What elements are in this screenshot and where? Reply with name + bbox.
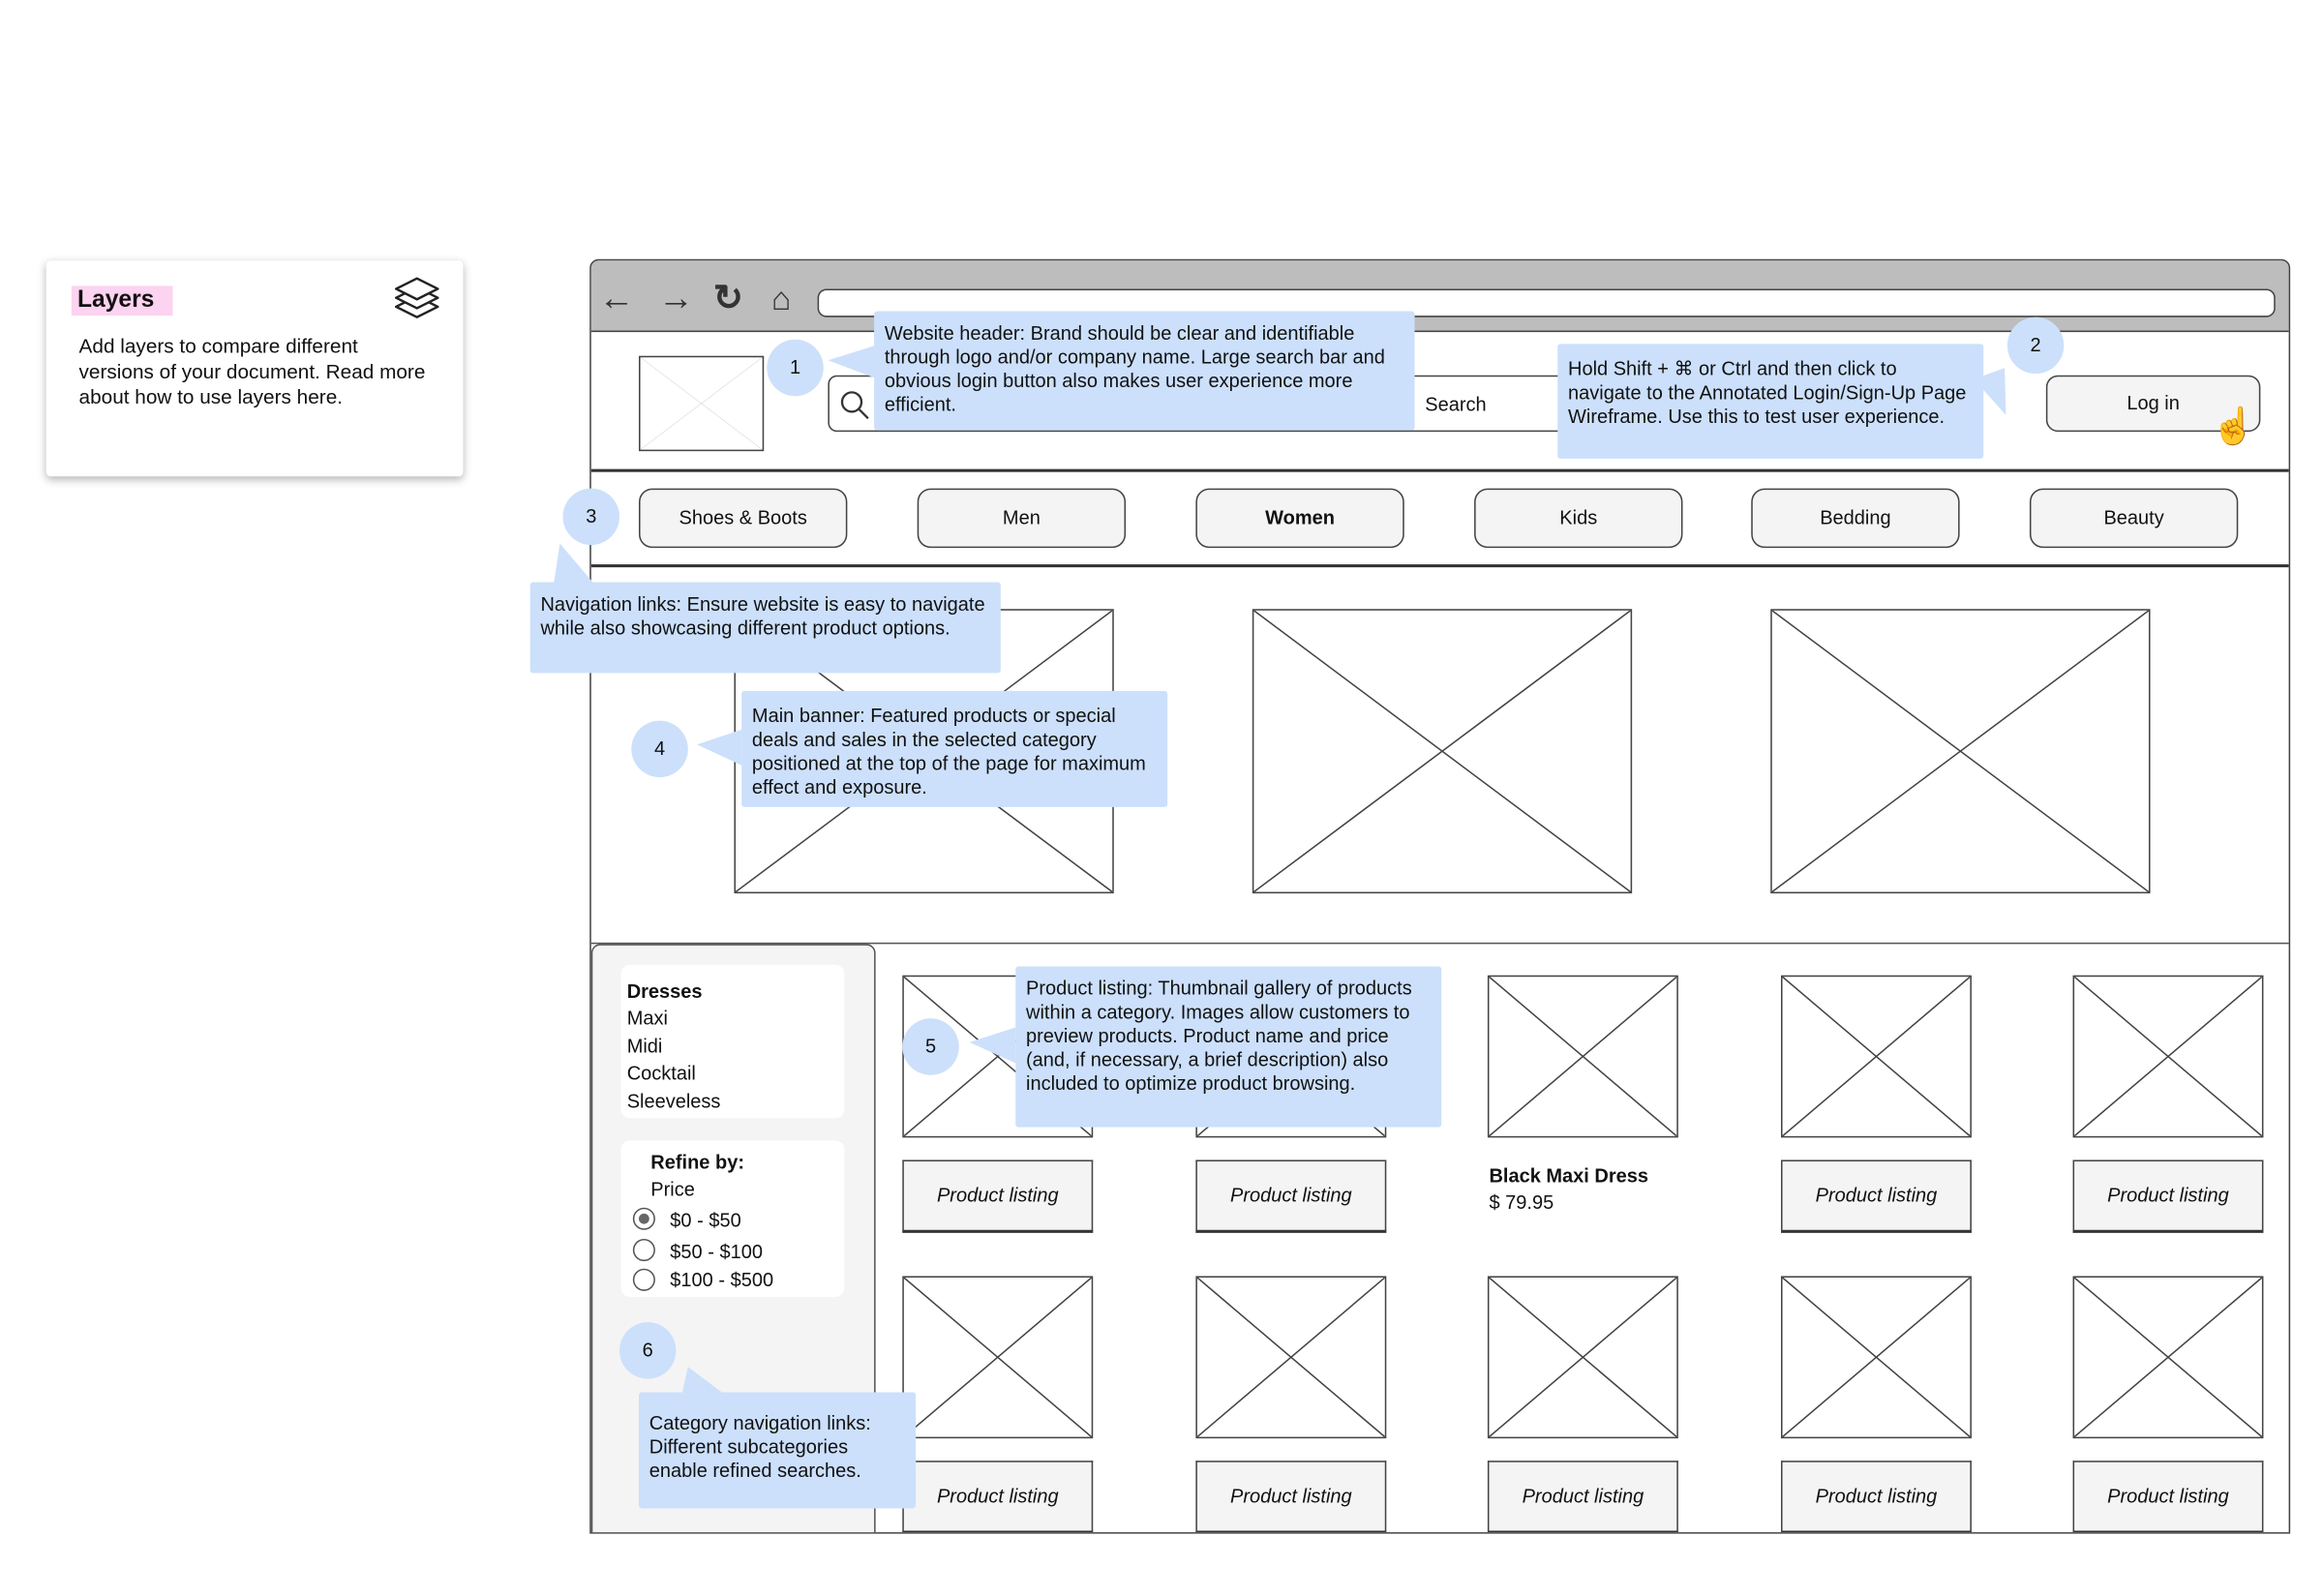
annotation-callout-3: Navigation links: Ensure website is easy to navigate while also showcasing different product options. [530, 583, 1001, 674]
product-thumbnail[interactable] [2073, 1276, 2264, 1438]
product-listing[interactable]: Product listing [1195, 1159, 1386, 1232]
refine-title: Refine by: [650, 1151, 744, 1174]
search-placeholder: Search [1425, 393, 1487, 416]
category-title: Dresses [626, 979, 703, 1003]
price-option-label[interactable]: $0 - $50 [670, 1209, 741, 1232]
callout-tail [682, 1367, 724, 1394]
divider [591, 469, 2289, 472]
annotation-marker-2: 2 [2007, 317, 2064, 374]
divider [591, 564, 2289, 567]
layers-icon[interactable] [393, 277, 440, 321]
product-listing[interactable]: Product listing [1781, 1159, 1972, 1232]
browser-window [589, 259, 2290, 1534]
annotation-callout-2: Hold Shift + ⌘ or Ctrl and then click to navigate to the Annotated Login/Sign-Up Page Wireframe. Use this to test user experience. [1557, 344, 1983, 458]
annotation-marker-1: 1 [767, 340, 823, 396]
product-listing[interactable]: Product listing [2073, 1159, 2264, 1232]
price-radio[interactable] [633, 1239, 655, 1261]
reload-icon[interactable]: ↻ [712, 278, 743, 319]
product-listing[interactable]: Product listing [902, 1159, 1093, 1232]
product-listing[interactable]: Product listing [1195, 1460, 1386, 1533]
product-thumbnail[interactable] [1488, 976, 1678, 1138]
refine-price-label: Price [650, 1177, 695, 1200]
product-listing[interactable]: Product listing [1781, 1460, 1972, 1533]
refine-panel [621, 1140, 845, 1297]
product-price: $ 79.95 [1489, 1190, 1554, 1214]
arrow-left-icon[interactable]: ← [598, 278, 635, 319]
product-thumbnail[interactable] [2073, 976, 2264, 1138]
product-thumbnail[interactable] [1781, 1276, 1972, 1438]
category-list [621, 965, 845, 1118]
price-option-label[interactable]: $50 - $100 [670, 1240, 763, 1263]
product-name[interactable]: Black Maxi Dress [1489, 1164, 1649, 1188]
category-link[interactable]: Sleeveless [626, 1090, 721, 1113]
product-thumbnail[interactable] [1488, 1276, 1678, 1438]
callout-tail [970, 1028, 1016, 1064]
layers-title: Layers [72, 286, 172, 316]
nav-bedding[interactable]: Bedding [1751, 489, 1959, 549]
annotation-marker-3: 3 [563, 489, 619, 545]
annotation-marker-4: 4 [631, 721, 687, 777]
login-button[interactable]: Log in [2046, 376, 2261, 432]
search-icon [838, 389, 871, 422]
product-listing[interactable]: Product listing [902, 1460, 1093, 1533]
product-thumbnail[interactable] [1781, 976, 1972, 1138]
category-link[interactable]: Cocktail [626, 1061, 696, 1084]
nav-women[interactable]: Women [1195, 489, 1403, 549]
banner-image[interactable] [1252, 609, 1632, 893]
product-listing[interactable]: Product listing [1488, 1460, 1678, 1533]
layers-description[interactable]: Add layers to compare different versions of your document. Read more about how to use layers here. [78, 335, 426, 408]
product-listing[interactable]: Product listing [2073, 1460, 2264, 1533]
banner-image[interactable] [1770, 609, 2150, 893]
nav-beauty[interactable]: Beauty [2030, 489, 2238, 549]
callout-tail [697, 730, 741, 766]
nav-kids[interactable]: Kids [1474, 489, 1682, 549]
callout-tail [828, 346, 875, 378]
annotation-callout-6: Category navigation links: Different subcategories enable refined searches. [639, 1392, 916, 1508]
arrow-right-icon[interactable]: → [657, 278, 694, 319]
product-thumbnail[interactable] [1195, 1276, 1386, 1438]
annotation-callout-4: Main banner: Featured products or special deals and sales in the selected category positioned at the top of the page for maximum effect and exposure. [741, 691, 1167, 807]
nav-shoes-boots[interactable]: Shoes & Boots [639, 489, 847, 549]
nav-men[interactable]: Men [918, 489, 1126, 549]
category-link[interactable]: Midi [626, 1035, 663, 1058]
logo-placeholder [639, 356, 764, 451]
price-option-label[interactable]: $100 - $500 [670, 1268, 774, 1291]
product-thumbnail[interactable] [902, 1276, 1093, 1438]
annotation-marker-5: 5 [902, 1018, 958, 1074]
home-icon[interactable]: ⌂ [770, 280, 792, 317]
price-radio[interactable] [633, 1269, 655, 1291]
annotation-callout-1: Website header: Brand should be clear and identifiable through logo and/or company name. Large search bar and obvious login button also makes user experience more efficient. [874, 312, 1414, 431]
layers-panel [46, 260, 464, 476]
callout-tail [554, 544, 592, 583]
annotation-marker-6: 6 [619, 1322, 676, 1378]
category-link[interactable]: Maxi [626, 1006, 668, 1030]
annotation-callout-5: Product listing: Thumbnail gallery of products within a category. Images allow customers to preview products. Product name and price (and, if necessary, a brief description) also included to optimize product browsing. [1015, 966, 1441, 1127]
price-radio[interactable] [633, 1208, 655, 1230]
hand-cursor-icon: ☝ [2211, 406, 2256, 447]
